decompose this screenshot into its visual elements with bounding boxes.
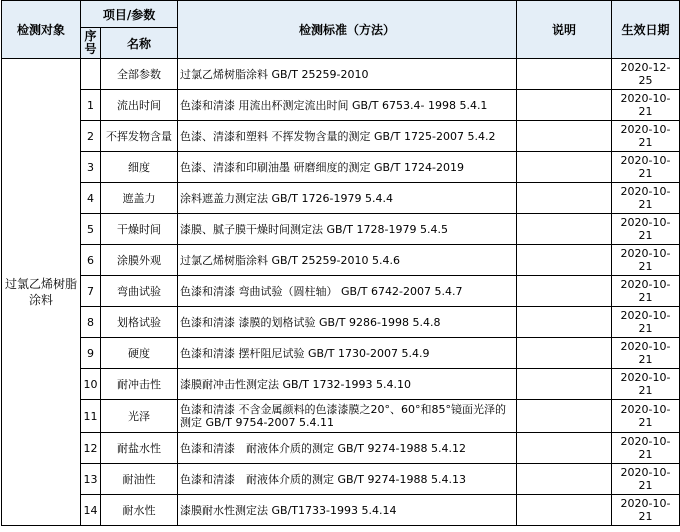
note-cell [517, 495, 612, 526]
name-cell: 耐盐水性 [101, 433, 178, 464]
note-cell [517, 338, 612, 369]
seq-cell: 9 [81, 338, 101, 369]
standard-cell: 过氯乙烯树脂涂料 GB/T 25259-2010 [178, 59, 517, 90]
note-cell [517, 433, 612, 464]
seq-cell: 10 [81, 369, 101, 400]
table-row [2, 338, 680, 369]
header-note: 说明 [517, 1, 612, 59]
table-row [2, 369, 680, 400]
table-row [2, 214, 680, 245]
standard-cell: 色漆和清漆 不含金属颜料的色漆漆膜之20°、60°和85°镜面光泽的测定 GB/T 9754-2007 5.4.11 [178, 400, 517, 433]
note-cell [517, 307, 612, 338]
header-item-param: 项目/参数 [81, 1, 178, 28]
table-row [2, 307, 680, 338]
date-cell: 2020-12-25 [612, 59, 680, 90]
name-cell: 涂膜外观 [101, 245, 178, 276]
note-cell [517, 400, 612, 433]
date-cell: 2020-10-21 [612, 121, 680, 152]
table-row [2, 183, 680, 214]
standard-cell: 漆膜耐水性测定法 GB/T1733-1993 5.4.14 [178, 495, 517, 526]
seq-cell: 5 [81, 214, 101, 245]
date-cell: 2020-10-21 [612, 214, 680, 245]
seq-cell [81, 59, 101, 90]
date-cell: 2020-10-21 [612, 183, 680, 214]
date-cell: 2020-10-21 [612, 433, 680, 464]
seq-cell: 14 [81, 495, 101, 526]
table-header [2, 1, 680, 59]
table-row [2, 121, 680, 152]
standard-cell: 漆膜、腻子膜干燥时间测定法 GB/T 1728-1979 5.4.5 [178, 214, 517, 245]
header-name: 名称 [101, 28, 178, 59]
name-cell: 细度 [101, 152, 178, 183]
table-body [2, 59, 680, 526]
standard-cell: 色漆、清漆和塑料 不挥发物含量的测定 GB/T 1725-2007 5.4.2 [178, 121, 517, 152]
name-cell: 流出时间 [101, 90, 178, 121]
name-cell: 干燥时间 [101, 214, 178, 245]
name-cell: 全部参数 [101, 59, 178, 90]
date-cell: 2020-10-21 [612, 245, 680, 276]
name-cell: 划格试验 [101, 307, 178, 338]
table-row [2, 276, 680, 307]
date-cell: 2020-10-21 [612, 369, 680, 400]
standards-table [1, 0, 680, 526]
note-cell [517, 245, 612, 276]
table-row [2, 152, 680, 183]
date-cell: 2020-10-21 [612, 276, 680, 307]
name-cell: 遮盖力 [101, 183, 178, 214]
standard-cell: 漆膜耐冲击性测定法 GB/T 1732-1993 5.4.10 [178, 369, 517, 400]
standard-cell: 色漆和清漆 耐液体介质的测定 GB/T 9274-1988 5.4.12 [178, 433, 517, 464]
date-cell: 2020-10-21 [612, 338, 680, 369]
table-row [2, 59, 680, 90]
seq-cell: 11 [81, 400, 101, 433]
seq-cell: 8 [81, 307, 101, 338]
seq-cell: 12 [81, 433, 101, 464]
name-cell: 耐油性 [101, 464, 178, 495]
note-cell [517, 183, 612, 214]
name-cell: 不挥发物含量 [101, 121, 178, 152]
table-row [2, 245, 680, 276]
note-cell [517, 464, 612, 495]
date-cell: 2020-10-21 [612, 152, 680, 183]
seq-cell: 4 [81, 183, 101, 214]
header-object: 检测对象 [2, 1, 81, 59]
table-row [2, 433, 680, 464]
seq-cell: 13 [81, 464, 101, 495]
date-cell: 2020-10-21 [612, 495, 680, 526]
header-seq: 序号 [81, 28, 101, 59]
date-cell: 2020-10-21 [612, 464, 680, 495]
standard-cell: 过氯乙烯树脂涂料 GB/T 25259-2010 5.4.6 [178, 245, 517, 276]
standard-cell: 色漆和清漆 漆膜的划格试验 GB/T 9286-1998 5.4.8 [178, 307, 517, 338]
seq-cell: 2 [81, 121, 101, 152]
note-cell [517, 59, 612, 90]
object-name-cell: 过氯乙烯树脂涂料 [2, 59, 81, 526]
header-date: 生效日期 [612, 1, 680, 59]
standard-cell: 涂料遮盖力测定法 GB/T 1726-1979 5.4.4 [178, 183, 517, 214]
date-cell: 2020-10-21 [612, 307, 680, 338]
seq-cell: 3 [81, 152, 101, 183]
standard-cell: 色漆、清漆和印刷油墨 研磨细度的测定 GB/T 1724-2019 [178, 152, 517, 183]
name-cell: 硬度 [101, 338, 178, 369]
note-cell [517, 276, 612, 307]
name-cell: 弯曲试验 [101, 276, 178, 307]
standard-cell: 色漆和清漆 用流出杯测定流出时间 GB/T 6753.4- 1998 5.4.1 [178, 90, 517, 121]
table-row [2, 90, 680, 121]
header-standard: 检测标准（方法） [178, 1, 517, 59]
date-cell: 2020-10-21 [612, 90, 680, 121]
note-cell [517, 214, 612, 245]
seq-cell: 1 [81, 90, 101, 121]
note-cell [517, 121, 612, 152]
table-row [2, 495, 680, 526]
date-cell: 2020-10-21 [612, 400, 680, 433]
note-cell [517, 369, 612, 400]
name-cell: 光泽 [101, 400, 178, 433]
table-row [2, 400, 680, 433]
name-cell: 耐水性 [101, 495, 178, 526]
name-cell: 耐冲击性 [101, 369, 178, 400]
note-cell [517, 152, 612, 183]
table-row [2, 464, 680, 495]
note-cell [517, 90, 612, 121]
seq-cell: 6 [81, 245, 101, 276]
standard-cell: 色漆和清漆 弯曲试验（圆柱轴） GB/T 6742-2007 5.4.7 [178, 276, 517, 307]
standard-cell: 色漆和清漆 摆杆阻尼试验 GB/T 1730-2007 5.4.9 [178, 338, 517, 369]
standard-cell: 色漆和清漆 耐液体介质的测定 GB/T 9274-1988 5.4.13 [178, 464, 517, 495]
seq-cell: 7 [81, 276, 101, 307]
